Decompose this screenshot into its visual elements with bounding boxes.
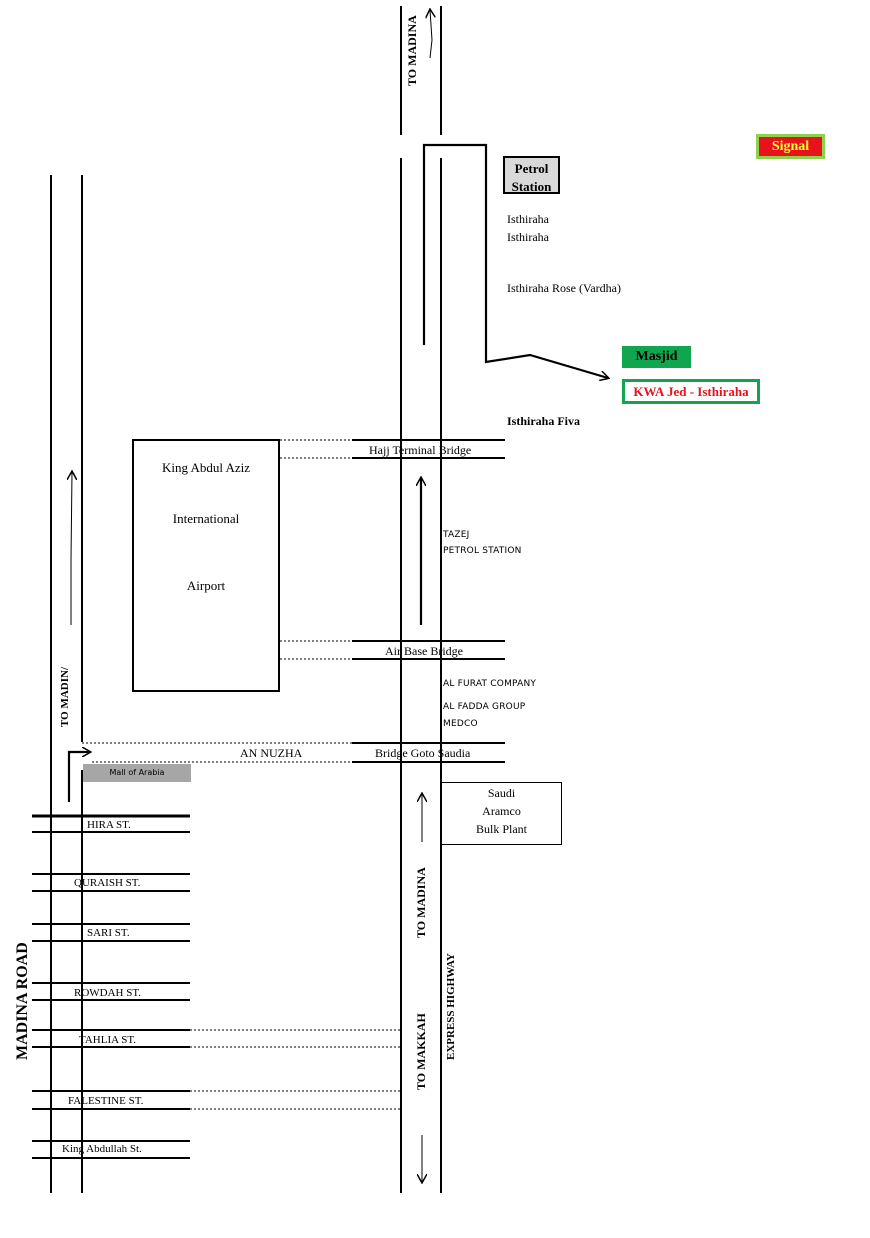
express-highway-label: EXPRESS HIGHWAY bbox=[445, 953, 457, 1060]
al-fadda-label: AL FADDA GROUP bbox=[443, 702, 526, 712]
kwa-destination-badge: KWA Jed - Isthiraha bbox=[622, 379, 760, 404]
mall-of-arabia-label: Mall of Arabia bbox=[83, 764, 191, 782]
masjid-badge: Masjid bbox=[622, 346, 691, 368]
an-nuzha-label: AN NUZHA bbox=[240, 746, 303, 760]
signal-badge: Signal bbox=[756, 134, 825, 159]
petrol-station-line2: Station bbox=[511, 179, 552, 194]
street-quraish: QURAISH ST. bbox=[74, 877, 141, 889]
street-falestine: FALESTINE ST. bbox=[68, 1095, 144, 1107]
street-hira: HIRA ST. bbox=[87, 819, 131, 831]
isthiraha-label-2: Isthiraha bbox=[507, 230, 549, 244]
airport-name-line1: King Abdul Aziz bbox=[161, 460, 251, 475]
left-to-madina-label: TO MADIN/ bbox=[59, 667, 71, 727]
air-base-bridge-label: Air Base Bridge bbox=[385, 644, 463, 658]
aramco-line3: Bulk Plant bbox=[475, 822, 527, 836]
medco-label: MEDCO bbox=[443, 719, 478, 729]
bridge-goto-saudia-label: Bridge Goto Saudia bbox=[375, 746, 471, 760]
petrol-station-box bbox=[503, 156, 560, 194]
madina-road-label: MADINA ROAD bbox=[14, 942, 31, 1060]
aramco-box bbox=[441, 782, 562, 845]
airport-name-line3: Airport bbox=[186, 578, 226, 593]
street-tahlia: TAHLIA ST. bbox=[79, 1034, 136, 1046]
street-sari: SARI ST. bbox=[87, 927, 130, 939]
top-direction-label: TO MADINA bbox=[405, 15, 419, 86]
street-rowdah: ROWDAH ST. bbox=[74, 987, 142, 999]
isthiraha-fiva-label: Isthiraha Fiva bbox=[507, 414, 581, 428]
isthiraha-rose-label: Isthiraha Rose (Vardha) bbox=[507, 281, 621, 295]
airport-name-line2: International bbox=[172, 511, 240, 526]
aramco-line1: Saudi bbox=[487, 786, 516, 800]
street-king-abdullah: King Abdullah St. bbox=[62, 1143, 142, 1155]
tazej-label-1: TAZEJ bbox=[443, 530, 470, 540]
al-furat-label: AL FURAT COMPANY bbox=[443, 679, 537, 689]
tazej-label-2: PETROL STATION bbox=[443, 546, 522, 556]
airport-box bbox=[132, 439, 280, 692]
mid-to-madina-label: TO MADINA bbox=[414, 867, 428, 938]
isthiraha-label-1: Isthiraha bbox=[507, 212, 549, 226]
to-makkah-label: TO MAKKAH bbox=[414, 1013, 428, 1090]
petrol-station-line1: Petrol bbox=[514, 161, 549, 176]
aramco-line2: Aramco bbox=[482, 804, 521, 818]
hajj-terminal-bridge-label: Hajj Terminal Bridge bbox=[369, 443, 472, 457]
